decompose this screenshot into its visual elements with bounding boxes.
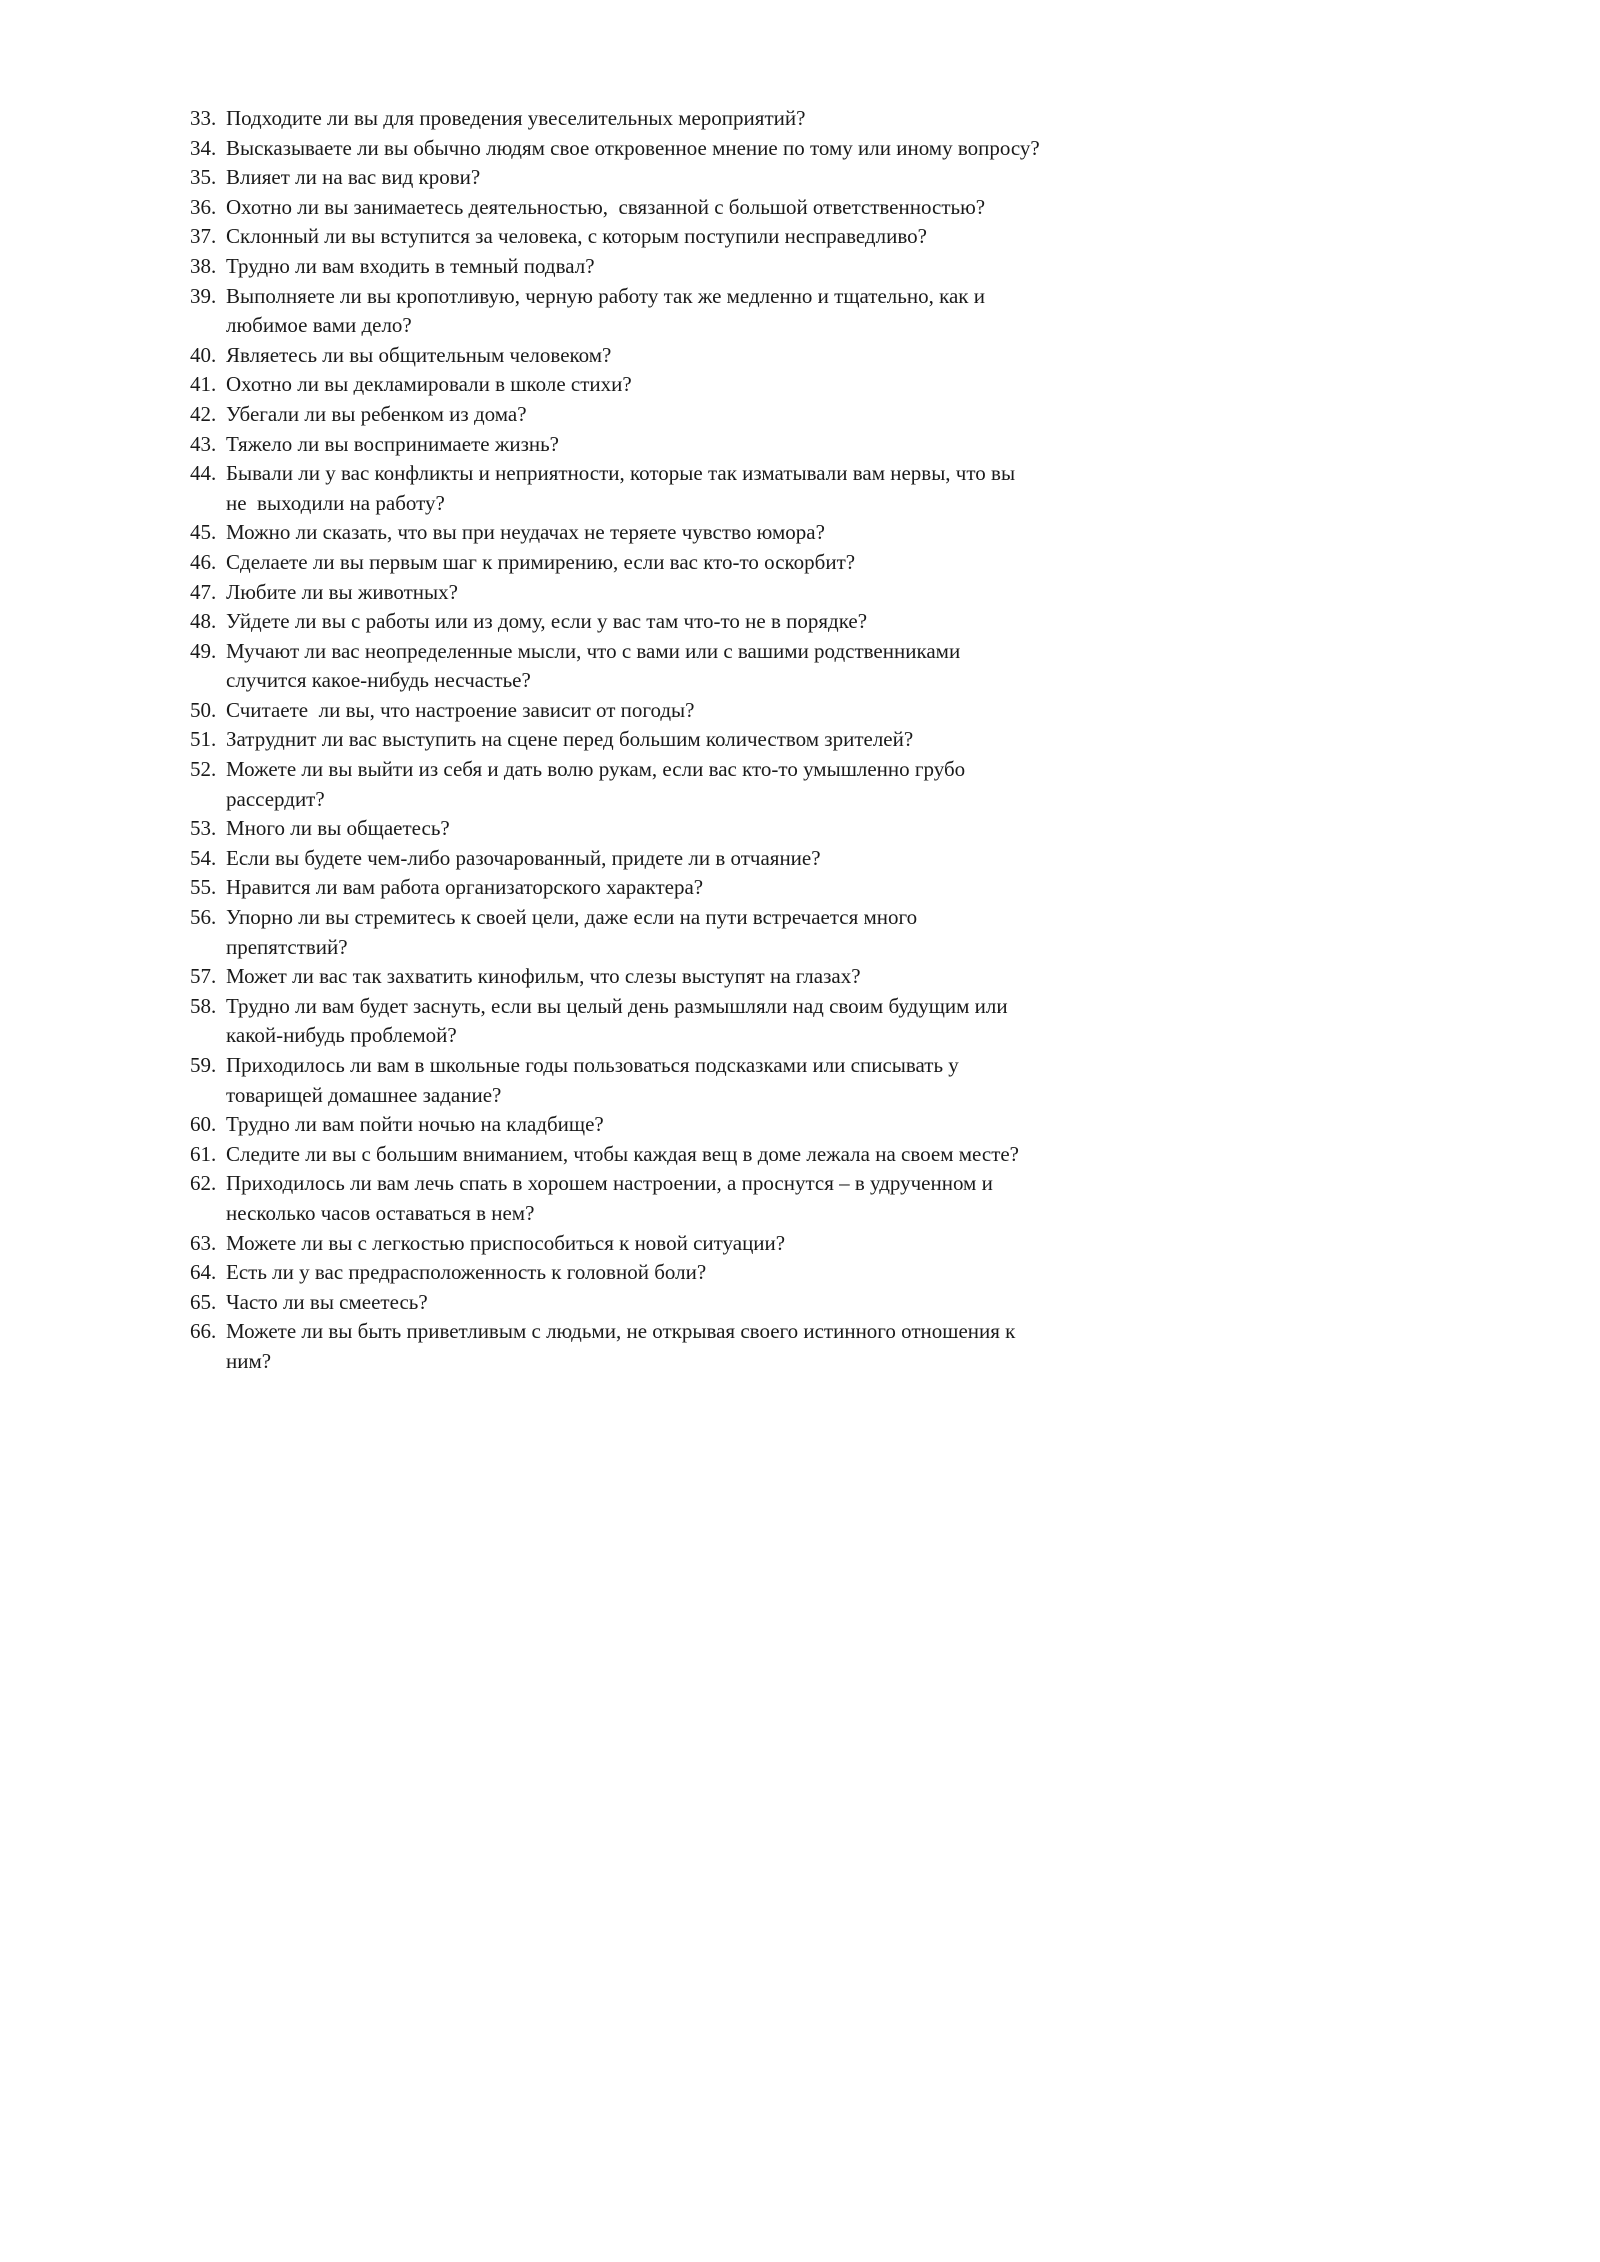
question-number: 53. [190, 816, 217, 841]
question-number: 45. [190, 520, 217, 545]
question-item [190, 1110, 1040, 1140]
question-number: 55. [190, 875, 217, 900]
question-text: Высказываете ли вы обычно людям свое откровенное мнение по тому или иному вопросу? [226, 135, 1040, 160]
question-text: Любите ли вы животных? [226, 579, 458, 604]
question-number: 47. [190, 579, 217, 604]
question-number: 58. [190, 993, 217, 1018]
question-item [190, 134, 1040, 164]
question-number: 42. [190, 401, 217, 426]
question-number: 49. [190, 638, 217, 663]
question-text: Приходилось ли вам лечь спать в хорошем настроении, а проснутся – в удрученном и несколько часов оставаться в нем? [226, 1171, 999, 1225]
question-number: 41. [190, 372, 217, 397]
question-text: Можно ли сказать, что вы при неудачах не теряете чувство юмора? [226, 520, 825, 545]
question-text: Бывали ли у вас конфликты и неприятности, которые так изматывали вам нервы, что вы не выходили на работу? [226, 461, 1021, 515]
question-text: Охотно ли вы занимаетесь деятельностью, связанной с большой ответственностью? [226, 194, 986, 219]
question-text: Есть ли у вас предрасположенность к головной боли? [226, 1260, 707, 1285]
question-item [190, 1140, 1040, 1170]
question-item [190, 1288, 1040, 1318]
question-number: 48. [190, 609, 217, 634]
question-text: Нравится ли вам работа организаторского характера? [226, 875, 704, 900]
question-text: Следите ли вы с большим вниманием, чтобы каждая вещ в доме лежала на своем месте? [226, 1141, 1020, 1166]
question-item [190, 814, 1040, 844]
question-item [190, 459, 1040, 518]
question-item [190, 1051, 1040, 1110]
question-item [190, 400, 1040, 430]
question-text: Являетесь ли вы общительным человеком? [226, 342, 612, 367]
question-item [190, 193, 1040, 223]
question-item [190, 1258, 1040, 1288]
question-number: 50. [190, 697, 217, 722]
question-number: 66. [190, 1319, 217, 1344]
question-item [190, 873, 1040, 903]
question-text: Можете ли вы выйти из себя и дать волю рукам, если вас кто-то умышленно грубо рассердит? [226, 757, 971, 811]
question-text: Можете ли вы с легкостью приспособиться к новой ситуации? [226, 1230, 786, 1255]
question-item [190, 163, 1040, 193]
question-text: Трудно ли вам входить в темный подвал? [226, 253, 595, 278]
question-text: Охотно ли вы декламировали в школе стихи? [226, 372, 632, 397]
question-item [190, 104, 1040, 134]
question-number: 54. [190, 845, 217, 870]
question-text: Много ли вы общаетесь? [226, 816, 450, 841]
question-item [190, 282, 1040, 341]
question-number: 37. [190, 224, 217, 249]
question-item [190, 992, 1040, 1051]
question-text: Сделаете ли вы первым шаг к примирению, если вас кто-то оскорбит? [226, 549, 856, 574]
question-text: Тяжело ли вы воспринимаете жизнь? [226, 431, 559, 456]
question-number: 51. [190, 727, 217, 752]
question-item [190, 1169, 1040, 1228]
question-number: 43. [190, 431, 217, 456]
question-item [190, 518, 1040, 548]
question-item [190, 903, 1040, 962]
question-number: 46. [190, 549, 217, 574]
question-number: 34. [190, 135, 217, 160]
question-item [190, 844, 1040, 874]
question-text: Убегали ли вы ребенком из дома? [226, 401, 527, 426]
question-text: Влияет ли на вас вид крови? [226, 165, 481, 190]
question-number: 33. [190, 106, 217, 130]
question-text: Подходите ли вы для проведения увеселительных мероприятий? [226, 106, 806, 130]
question-text: Считаете ли вы, что настроение зависит от погоды? [226, 697, 695, 722]
question-number: 57. [190, 964, 217, 989]
question-number: 60. [190, 1112, 217, 1137]
question-text: Уйдете ли вы с работы или из дому, если у вас там что-то не в порядке? [226, 609, 868, 634]
question-number: 36. [190, 194, 217, 219]
question-number: 62. [190, 1171, 217, 1196]
question-text: Трудно ли вам пойти ночью на кладбище? [226, 1112, 604, 1137]
question-item [190, 725, 1040, 755]
question-item [190, 1229, 1040, 1259]
question-item [190, 548, 1040, 578]
question-number: 38. [190, 253, 217, 278]
question-text: Если вы будете чем-либо разочарованный, придете ли в отчаяние? [226, 845, 821, 870]
question-item [190, 222, 1040, 252]
question-number: 44. [190, 461, 217, 486]
question-item [190, 696, 1040, 726]
question-item [190, 755, 1040, 814]
question-text: Можете ли вы быть приветливым с людьми, не открывая своего истинного отношения к ним? [226, 1319, 1021, 1373]
question-text: Склонный ли вы вступится за человека, с которым поступили несправедливо? [226, 224, 927, 249]
question-item [190, 578, 1040, 608]
question-item [190, 341, 1040, 371]
question-text: Выполняете ли вы кропотливую, черную работу так же медленно и тщательно, как и любимое вами дело? [226, 283, 991, 338]
question-number: 56. [190, 905, 217, 930]
question-number: 52. [190, 757, 217, 782]
question-item [190, 637, 1040, 696]
question-item [190, 607, 1040, 637]
question-item [190, 1317, 1040, 1376]
question-number: 63. [190, 1230, 217, 1255]
question-text: Затруднит ли вас выступить на сцене перед большим количеством зрителей? [226, 727, 914, 752]
question-number: 61. [190, 1141, 217, 1166]
question-item [190, 430, 1040, 460]
question-text: Мучают ли вас неопределенные мысли, что с вами или с вашими родственниками случится какое-нибудь несчастье? [226, 638, 966, 693]
question-number: 40. [190, 342, 217, 367]
question-list [190, 104, 1040, 1377]
question-item [190, 252, 1040, 282]
question-text: Трудно ли вам будет заснуть, если вы целый день размышляли над своим будущим или какой-нибудь проблемой? [226, 993, 1013, 1048]
question-text: Может ли вас так захватить кинофильм, что слезы выступят на глазах? [226, 964, 861, 989]
question-item [190, 370, 1040, 400]
question-text: Приходилось ли вам в школьные годы пользоваться подсказками или списывать у товарищей домашнее задание? [226, 1053, 965, 1107]
question-number: 65. [190, 1289, 217, 1314]
question-number: 64. [190, 1260, 217, 1285]
question-text: Упорно ли вы стремитесь к своей цели, даже если на пути встречается много препятствий? [226, 905, 923, 959]
question-number: 35. [190, 165, 217, 190]
question-number: 39. [190, 283, 217, 308]
question-number: 59. [190, 1053, 217, 1077]
question-item [190, 962, 1040, 992]
question-text: Часто ли вы смеетесь? [226, 1289, 428, 1314]
document-page [0, 0, 1100, 1555]
